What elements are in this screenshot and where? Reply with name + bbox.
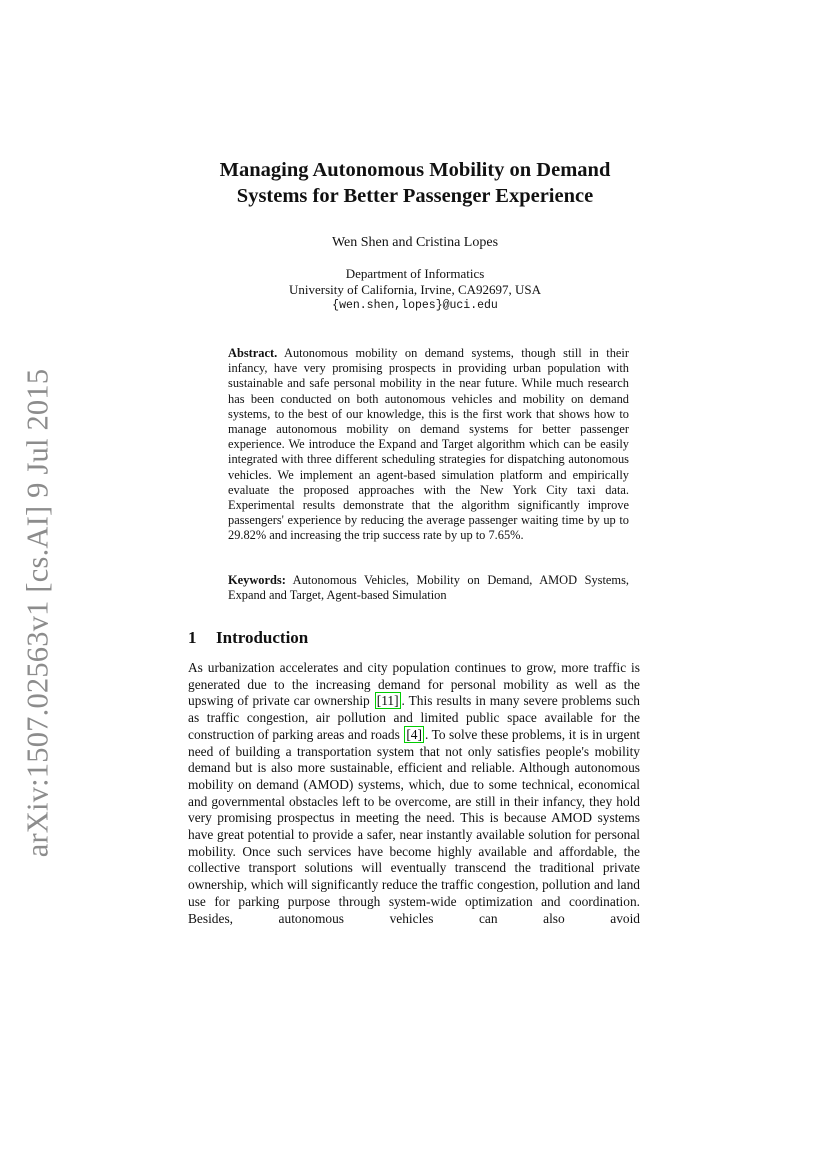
keywords-label: Keywords: [228,573,286,587]
university: University of California, Irvine, CA92697, USA [288,282,542,297]
intro-text: . To solve these problems, it is in urgent need of building a transportation system that not only satisfies people's mobility demand but is also more sustainable, efficient and reliable. Although autonomous mobility on demand (AMOD) systems, which, due to some technical, economical and governmental obstacles left to be overcome, are still in their infancy, they hold very promising prospectus in meeting the need. This is because AMOD systems have great potential to provide a safer, near instantly available solution for personal mobility. Once such services have become highly available and affordable, the collective transport solutions will eventually transcend the traditional private ownership, which will significantly reduce the traffic congestion, pollution and land use for parking purpose through system-wide optimization and coordination. Besides, autonomous vehicles can also avoid [188,726,640,926]
section-heading [188,628,308,648]
citation-link[interactable]: [11] [376,693,399,709]
introduction-paragraph [188,660,640,927]
intro-text: . This results in many severe problems such as traffic congestion, air pollution and limited public space available for the construction of parking areas and roads [188,693,640,742]
section-number: 1 [188,628,197,647]
section-title: Introduction [216,628,309,647]
intro-text: As urbanization accelerates and city population continues to grow, more traffic is generated due to the increasing demand for personal mobility as well as the upswing of private car ownership [188,660,640,709]
paper-title [180,157,650,209]
department: Department of Informatics [345,266,485,281]
abstract-label: Abstract. [228,346,278,360]
author-email: {wen.shen,lopes}@uci.edu [332,299,498,312]
author-list: Wen Shen and Cristina Lopes [331,235,499,250]
abstract [228,346,629,544]
affiliation-block [180,266,650,314]
title-line: Managing Autonomous Mobility on Demand [219,159,611,181]
abstract-text: Autonomous mobility on demand systems, though still in their infancy, have very promising prospects in providing urban population with sustainable and safe personal mobility in the near future. While much research has been conducted on both autonomous vehicles and mobility on demand systems, to the best of our knowledge, this is the first work that shows how to manage autonomous mobility on demand systems for better passenger experience. We introduce the Expand and Target algorithm which can be easily integrated with three different scheduling strategies for dispatching autonomous vehicles. We implement an agent-based simulation platform and empirically evaluate the proposed approaches with the New York City taxi data. Experimental results demonstrate that the algorithm significantly improve passengers' experience by reducing the average passenger waiting time by up to 29.82% and increasing the trip success rate by up to 7.65%. [228,346,629,543]
arxiv-sidebar [18,368,58,858]
arxiv-identifier-stamp: arXiv:1507.02563v1 [cs.AI] 9 Jul 2015 [20,368,55,858]
keywords [228,573,629,603]
title-line: Systems for Better Passenger Experience [236,185,594,207]
keywords-text: Autonomous Vehicles, Mobility on Demand, AMOD Systems, Expand and Target, Agent-based Simulation [228,573,629,603]
citation-link[interactable]: [4] [406,726,422,742]
